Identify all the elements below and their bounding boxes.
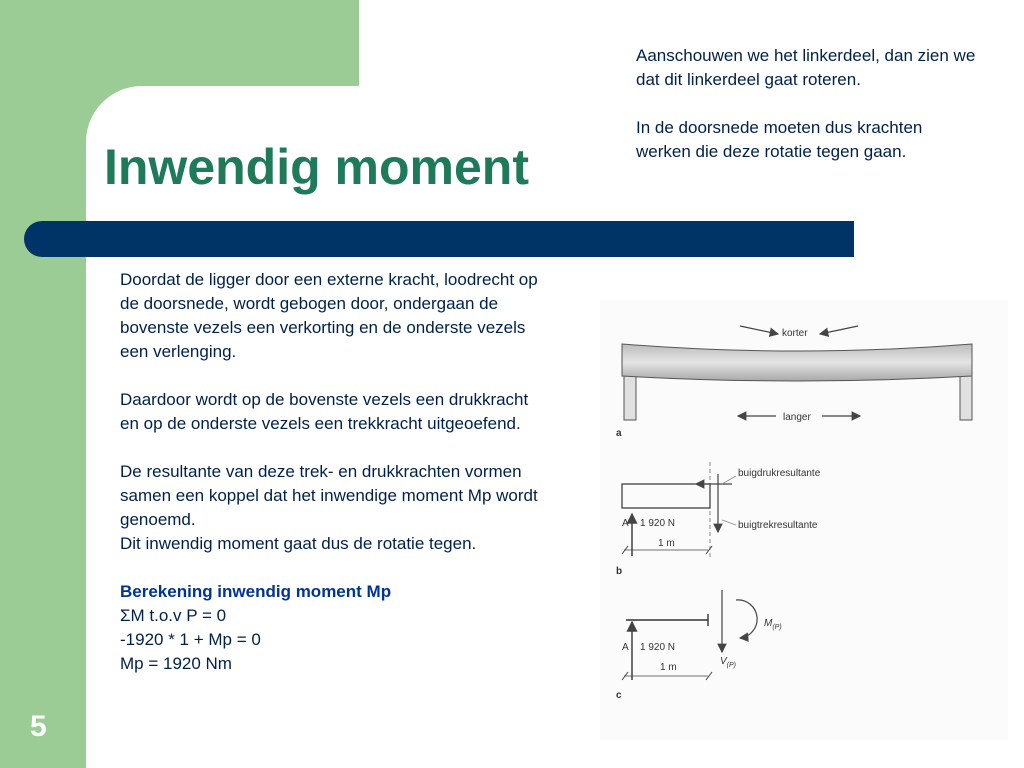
- bent-beam: [622, 344, 972, 381]
- moment-symbol: $M_{(P)}$: [764, 618, 782, 631]
- panel-a: [616, 326, 972, 439]
- calc-line-2: -1920 * 1 + Mp = 0: [120, 630, 261, 649]
- slide-number: 5: [30, 710, 47, 743]
- compression-leader: [722, 476, 736, 484]
- support-a-label-c: A: [622, 642, 629, 653]
- panel-c-label: c: [616, 690, 622, 701]
- left-support: [624, 372, 636, 420]
- top-note-paragraph-2: In de doorsnede moeten dus krachten werken die deze rotatie tegen gaan.: [636, 118, 923, 161]
- buigtrek-label: buigtrekresultante: [738, 520, 818, 531]
- beam-diagram: [600, 300, 1008, 740]
- distance-label-c: 1 m: [660, 662, 677, 673]
- body-paragraph-1: Doordat de ligger door een externe kracht, loodrecht op de doorsnede, wordt gebogen door, ondergaan de bovenste vezels een verkorting en de onderste vezels een verlenging.: [120, 270, 538, 361]
- calc-line-3: Mp = 1920 Nm: [120, 654, 232, 673]
- top-note: [636, 44, 976, 188]
- panel-b: [616, 462, 821, 577]
- body-paragraph-3b: Dit inwendig moment gaat dus de rotatie tegen.: [120, 534, 477, 553]
- body-paragraph-3a: De resultante van deze trek- en drukkrachten vormen samen een koppel dat het inwendige moment Mp wordt genoemd.: [120, 462, 538, 529]
- panel-a-label: a: [616, 428, 622, 439]
- right-support: [960, 372, 972, 420]
- moment-arrow-c: [736, 600, 757, 638]
- langer-label: langer: [783, 412, 811, 423]
- calc-line-1: ΣM t.o.v P = 0: [120, 606, 227, 625]
- buigdruk-label: buigdrukresultante: [738, 468, 821, 479]
- shear-symbol: $V_{(P)}$: [720, 656, 737, 669]
- calc-heading: Berekening inwendig moment Mp: [120, 582, 392, 601]
- body-text: [120, 268, 540, 676]
- force-label-c: 1 920 N: [640, 642, 676, 653]
- slide-title: Inwendig moment: [104, 139, 529, 195]
- compression-arrow-right: [820, 326, 858, 334]
- title-underline-bar: [24, 221, 854, 257]
- beam-figure: [600, 300, 1008, 740]
- panel-b-label: b: [616, 566, 623, 577]
- top-note-paragraph-1: Aanschouwen we het linkerdeel, dan zien we dat dit linkerdeel gaat roteren.: [636, 46, 976, 89]
- panel-c: [616, 590, 782, 701]
- tension-leader: [722, 520, 736, 525]
- force-label-b: 1 920 N: [640, 518, 676, 529]
- korter-label: korter: [782, 328, 808, 339]
- beam-segment-b: [622, 484, 710, 508]
- compression-arrow-left: [740, 326, 778, 334]
- body-paragraph-2: Daardoor wordt op de bovenste vezels een drukkracht en op de onderste vezels een trekkracht uitgeoefend.: [120, 390, 529, 433]
- support-a-label-b: A: [622, 518, 629, 529]
- distance-label-b: 1 m: [658, 538, 675, 549]
